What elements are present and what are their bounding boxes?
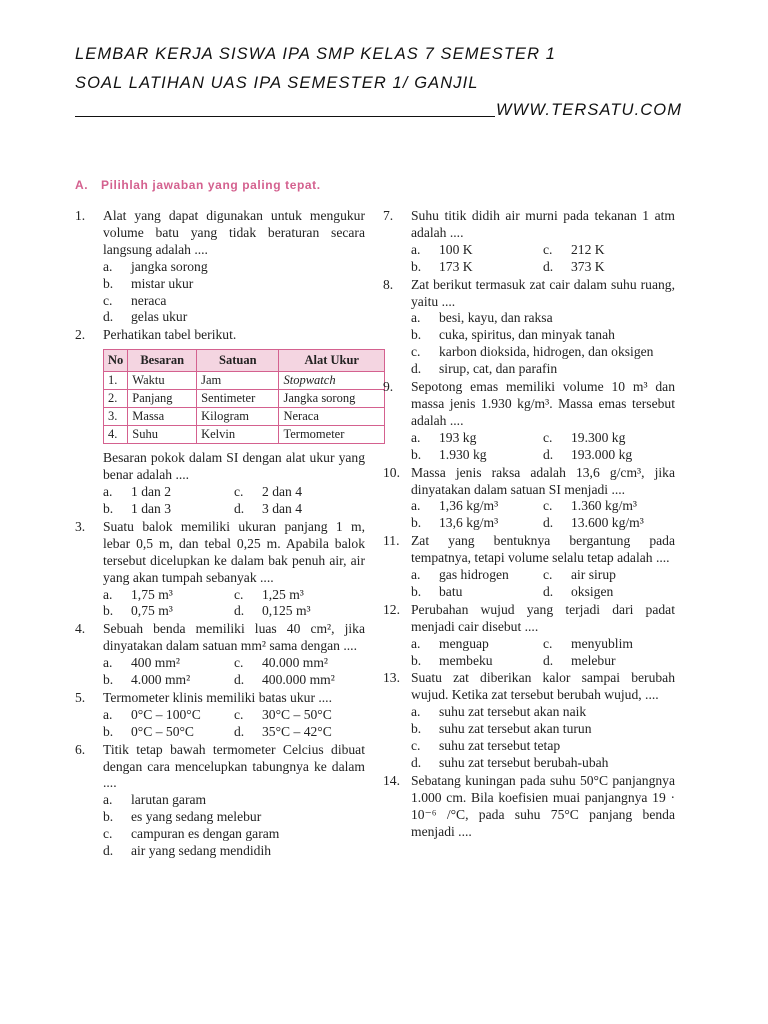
option-d (543, 584, 675, 601)
header-rule (75, 116, 495, 117)
option-label: b. (411, 515, 422, 531)
option-d (543, 653, 675, 670)
option-label: a. (103, 792, 113, 808)
table-cell: Suhu (128, 426, 197, 444)
option-text: 173 K (439, 258, 473, 274)
option-d (234, 603, 365, 620)
option-label: d. (543, 652, 554, 668)
option-c (234, 484, 365, 501)
option-a (411, 704, 675, 721)
option-text: 100 K (439, 241, 473, 257)
question-number: 9. (383, 379, 394, 395)
question-number: 3. (75, 518, 86, 534)
section-heading (75, 178, 321, 192)
table-cell: 1. (104, 372, 128, 390)
question-number: 2. (75, 327, 86, 343)
option-c (234, 587, 365, 604)
question-14 (383, 773, 675, 841)
option-row (411, 242, 675, 259)
option-c (543, 242, 675, 259)
option-a (411, 430, 543, 447)
option-label: c. (543, 241, 553, 257)
option-label: c. (234, 655, 244, 671)
option-label: d. (234, 500, 245, 516)
worksheet-subtitle: SOAL LATIHAN UAS IPA SEMESTER 1/ GANJIL (75, 74, 479, 92)
option-b (103, 501, 234, 518)
option-label: a. (411, 429, 421, 445)
question-number: 14. (383, 772, 400, 788)
option-label: c. (103, 292, 113, 308)
option-label: a. (103, 706, 113, 722)
option-d (234, 672, 365, 689)
option-label: d. (103, 843, 114, 859)
question-1 (75, 208, 365, 326)
option-b (411, 653, 543, 670)
option-text: 0,75 m³ (131, 603, 173, 619)
question-stem: Perubahan wujud yang terjadi dari padat menjadi cair disebut .... (411, 601, 675, 634)
option-text: air sirup (571, 567, 616, 583)
option-text: larutan garam (131, 792, 207, 808)
option-label: b. (103, 809, 114, 825)
table-header: No (104, 350, 128, 372)
table-cell: Jam (197, 372, 279, 390)
option-c (543, 567, 675, 584)
option-text: 30°C – 50°C (262, 706, 332, 722)
option-row (411, 636, 675, 653)
table-cell: Kelvin (197, 426, 279, 444)
option-a (103, 259, 365, 276)
option-a (103, 707, 234, 724)
question-12 (383, 602, 675, 670)
option-label: c. (543, 429, 553, 445)
table-cell: Panjang (128, 390, 197, 408)
table-cell: Kilogram (197, 408, 279, 426)
option-text: jangka sorong (131, 258, 208, 274)
question-number: 1. (75, 208, 86, 223)
question-stem: Sepotong emas memiliki volume 10 m³ dan massa jenis 1.930 kg/m³. Massa emas tersebut adalah .... (411, 379, 675, 428)
option-a (411, 310, 675, 327)
option-text: 4.000 mm² (131, 672, 191, 688)
option-label: d. (411, 361, 422, 377)
option-text: 13.600 kg/m³ (571, 515, 644, 531)
question-4 (75, 621, 365, 689)
question-6 (75, 742, 365, 860)
option-text: suhu zat tersebut tetap (439, 738, 561, 754)
option-a (103, 655, 234, 672)
option-label: a. (103, 484, 113, 500)
option-row (103, 707, 365, 724)
option-a (411, 636, 543, 653)
option-row (411, 653, 675, 670)
option-label: c. (103, 826, 113, 842)
option-c (234, 707, 365, 724)
option-label: c. (411, 344, 421, 360)
option-label: b. (411, 721, 422, 737)
question-number: 11. (383, 533, 400, 549)
section-letter: A. (75, 178, 89, 192)
option-text: 35°C – 42°C (262, 723, 332, 739)
option-label: c. (411, 738, 421, 754)
option-row (411, 447, 675, 464)
option-text: 373 K (571, 258, 605, 274)
option-row (411, 259, 675, 276)
option-b (103, 603, 234, 620)
question-stem: Sebatang kuningan pada suhu 50°C panjangnya 1.000 cm. Bila koefisien muai panjangnya 19 · 10⁻⁶ /°C, pada suhu 75°C panjang benda menjadi .... (411, 772, 675, 839)
option-row (103, 724, 365, 741)
option-text: mistar ukur (131, 275, 194, 291)
option-a (411, 242, 543, 259)
option-c (543, 636, 675, 653)
option-label: b. (103, 275, 114, 291)
question-stem: Perhatikan tabel berikut. (103, 327, 237, 343)
option-b (103, 724, 234, 741)
option-label: b. (103, 723, 114, 739)
option-d (543, 515, 675, 532)
option-text: 1,36 kg/m³ (439, 498, 499, 514)
table-cell: 3. (104, 408, 128, 426)
option-label: d. (103, 309, 114, 325)
option-text: 1.360 kg/m³ (571, 498, 638, 514)
option-label: b. (103, 603, 114, 619)
option-text: melebur (571, 652, 616, 668)
option-b (411, 327, 675, 344)
question-8 (383, 277, 675, 378)
option-row (411, 584, 675, 601)
option-text: 19.300 kg (571, 429, 626, 445)
table-row (104, 426, 385, 444)
quantity-table (103, 349, 385, 444)
option-row (103, 484, 365, 501)
question-11 (383, 533, 675, 601)
option-label: b. (103, 672, 114, 688)
option-text: 40.000 mm² (262, 655, 329, 671)
option-label: d. (543, 515, 554, 531)
option-text: 0,125 m³ (262, 603, 311, 619)
section-title: Pilihlah jawaban yang paling tepat. (101, 178, 321, 192)
option-row (411, 567, 675, 584)
option-d (543, 259, 675, 276)
option-a (103, 484, 234, 501)
option-text: 400.000 mm² (262, 672, 335, 688)
option-text: 400 mm² (131, 655, 181, 671)
question-number: 8. (383, 276, 394, 292)
table-cell: 2. (104, 390, 128, 408)
option-text: 212 K (571, 241, 605, 257)
option-label: a. (411, 498, 421, 514)
table-row (104, 390, 385, 408)
option-b (411, 721, 675, 738)
option-text: besi, kayu, dan raksa (439, 310, 553, 326)
option-label: a. (411, 241, 421, 257)
option-b (411, 259, 543, 276)
option-label: a. (103, 258, 113, 274)
option-text: neraca (131, 292, 167, 308)
option-label: b. (411, 327, 422, 343)
option-text: cuka, spiritus, dan minyak tanah (439, 327, 615, 343)
question-number: 4. (75, 621, 86, 637)
option-d (103, 309, 365, 326)
question-3 (75, 519, 365, 620)
option-text: batu (439, 583, 463, 599)
option-label: a. (411, 635, 421, 651)
option-label: d. (543, 446, 554, 462)
table-cell: Waktu (128, 372, 197, 390)
option-text: menyublim (571, 635, 633, 651)
option-c (103, 826, 365, 843)
question-number: 6. (75, 741, 86, 757)
option-c (411, 344, 675, 361)
question-stem: Massa jenis raksa adalah 13,6 g/cm³, jika dinyatakan dalam satuan SI menjadi .... (411, 464, 675, 497)
table-row (104, 408, 385, 426)
option-a (411, 498, 543, 515)
table-cell: Massa (128, 408, 197, 426)
option-text: sirup, cat, dan parafin (439, 361, 558, 377)
option-c (411, 738, 675, 755)
question-stem: Termometer klinis memiliki batas ukur .... (103, 689, 332, 705)
table-cell: Termometer (279, 426, 385, 444)
option-row (411, 515, 675, 532)
question-stem-continued: Besaran pokok dalam SI dengan alat ukur yang benar adalah .... (103, 450, 365, 483)
table-cell: Stopwatch (279, 372, 385, 390)
table-header: Alat Ukur (279, 350, 385, 372)
option-label: c. (543, 498, 553, 514)
option-text: 1,75 m³ (131, 586, 173, 602)
option-text: es yang sedang melebur (131, 809, 262, 825)
question-stem: Zat yang bentuknya bergantung pada tempatnya, tetapi volume selalu tetap adalah .... (411, 533, 675, 566)
option-label: d. (234, 723, 245, 739)
table-header-row (104, 350, 385, 372)
question-10 (383, 465, 675, 533)
option-label: b. (411, 652, 422, 668)
option-b (411, 515, 543, 532)
option-text: oksigen (571, 583, 614, 599)
table-cell: Jangka sorong (279, 390, 385, 408)
table-cell: Sentimeter (197, 390, 279, 408)
option-label: c. (543, 567, 553, 583)
option-text: membeku (439, 652, 493, 668)
option-text: gas hidrogen (439, 567, 509, 583)
option-row (103, 603, 365, 620)
option-a (103, 792, 365, 809)
option-label: d. (543, 583, 554, 599)
option-b (103, 672, 234, 689)
option-label: d. (234, 603, 245, 619)
table-header: Satuan (197, 350, 279, 372)
option-b (103, 276, 365, 293)
option-label: b. (411, 446, 422, 462)
option-row (103, 501, 365, 518)
option-a (411, 567, 543, 584)
question-stem: Alat yang dapat digunakan untuk mengukur volume batu yang tidak beraturan secara langsung adalah .... (103, 208, 365, 257)
option-text: 3 dan 4 (262, 500, 303, 516)
question-13 (383, 670, 675, 771)
option-c (234, 655, 365, 672)
option-text: 1,25 m³ (262, 586, 304, 602)
option-text: 13,6 kg/m³ (439, 515, 499, 531)
option-d (543, 447, 675, 464)
right-column (383, 208, 675, 842)
option-text: 1 dan 2 (131, 484, 172, 500)
question-stem: Suatu balok memiliki ukuran panjang 1 m, lebar 0,5 m, dan tebal 0,25 m. Apabila balok tersebut dicelupkan ke dalam bak penuh air, air yang akan tumpah sebanyak .... (103, 518, 365, 585)
option-text: karbon dioksida, hidrogen, dan oksigen (439, 344, 654, 360)
option-b (103, 809, 365, 826)
option-row (103, 655, 365, 672)
option-text: suhu zat tersebut akan turun (439, 721, 592, 737)
question-9 (383, 379, 675, 464)
option-label: d. (234, 672, 245, 688)
option-d (411, 361, 675, 378)
option-label: a. (411, 310, 421, 326)
option-label: c. (234, 586, 244, 602)
question-stem: Zat berikut termasuk zat cair dalam suhu ruang, yaitu .... (411, 276, 675, 309)
option-label: b. (103, 500, 114, 516)
option-label: c. (234, 484, 244, 500)
option-label: a. (411, 567, 421, 583)
option-label: a. (103, 586, 113, 602)
table-cell: 4. (104, 426, 128, 444)
option-row (103, 672, 365, 689)
option-text: gelas ukur (131, 309, 188, 325)
option-text: 1 dan 3 (131, 500, 172, 516)
option-b (411, 447, 543, 464)
option-row (411, 430, 675, 447)
option-d (234, 724, 365, 741)
option-row (411, 498, 675, 515)
question-number: 5. (75, 689, 86, 705)
option-text: 1.930 kg (439, 446, 487, 462)
table-header: Besaran (128, 350, 197, 372)
option-label: b. (411, 583, 422, 599)
option-d (411, 755, 675, 772)
option-c (103, 293, 365, 310)
option-text: 193 kg (439, 429, 477, 445)
option-text: air yang sedang mendidih (131, 843, 272, 859)
table-cell: Neraca (279, 408, 385, 426)
option-label: a. (103, 655, 113, 671)
option-c (543, 498, 675, 515)
option-b (411, 584, 543, 601)
option-text: menguap (439, 635, 489, 651)
option-text: 193.000 kg (571, 446, 633, 462)
question-number: 10. (383, 464, 400, 480)
option-c (543, 430, 675, 447)
question-stem: Suhu titik didih air murni pada tekanan 1 atm adalah .... (411, 208, 675, 240)
option-label: a. (411, 704, 421, 720)
question-2 (75, 327, 365, 518)
option-text: campuran es dengan garam (131, 826, 280, 842)
question-stem: Suatu zat diberikan kalor sampai berubah wujud. Ketika zat tersebut berubah wujud, .... (411, 670, 675, 703)
site-url: WWW.TERSATU.COM (496, 101, 683, 119)
option-row (103, 587, 365, 604)
left-column (75, 208, 365, 861)
option-text: 0°C – 50°C (131, 723, 194, 739)
option-d (234, 501, 365, 518)
table-row (104, 372, 385, 390)
option-d (103, 843, 365, 860)
option-text: suhu zat tersebut berubah-ubah (439, 755, 609, 770)
option-label: b. (411, 258, 422, 274)
worksheet-title: LEMBAR KERJA SISWA IPA SMP KELAS 7 SEMESTER 1 (75, 45, 557, 63)
option-text: 2 dan 4 (262, 484, 303, 500)
option-label: c. (234, 706, 244, 722)
question-number: 12. (383, 601, 400, 617)
question-number: 7. (383, 208, 394, 223)
question-number: 13. (383, 670, 400, 686)
option-label: d. (411, 755, 422, 770)
option-label: d. (543, 258, 554, 274)
option-text: 0°C – 100°C (131, 706, 201, 722)
option-text: suhu zat tersebut akan naik (439, 704, 587, 720)
question-stem: Sebuah benda memiliki luas 40 cm², jika dinyatakan dalam satuan mm² sama dengan .... (103, 621, 365, 654)
option-a (103, 587, 234, 604)
option-label: c. (543, 635, 553, 651)
question-stem: Titik tetap bawah termometer Celcius dibuat dengan cara mencelupkan tabungnya ke dalam .... (103, 741, 365, 791)
question-5 (75, 690, 365, 741)
question-7 (383, 208, 675, 276)
